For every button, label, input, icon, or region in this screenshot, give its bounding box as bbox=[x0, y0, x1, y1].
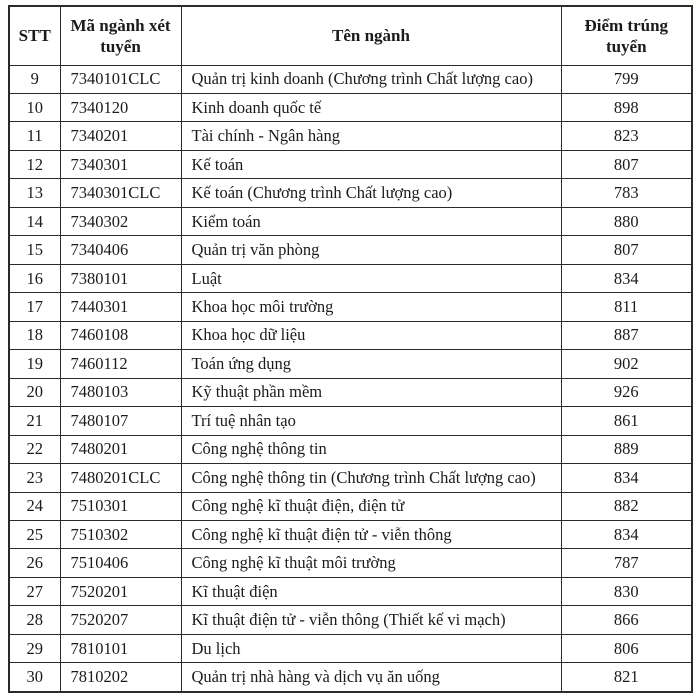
cell-name: Kế toán (Chương trình Chất lượng cao) bbox=[181, 179, 561, 207]
cell-score: 866 bbox=[561, 606, 692, 634]
cell-score: 806 bbox=[561, 634, 692, 662]
cell-name: Khoa học môi trường bbox=[181, 293, 561, 321]
cell-stt: 12 bbox=[9, 150, 60, 178]
cell-score: 807 bbox=[561, 236, 692, 264]
table-row bbox=[9, 521, 692, 549]
cell-score: 807 bbox=[561, 150, 692, 178]
cell-stt: 22 bbox=[9, 435, 60, 463]
cell-name: Khoa học dữ liệu bbox=[181, 321, 561, 349]
cell-score: 834 bbox=[561, 464, 692, 492]
table-row bbox=[9, 65, 692, 93]
cell-name: Luật bbox=[181, 264, 561, 292]
cell-stt: 30 bbox=[9, 663, 60, 692]
table-row bbox=[9, 634, 692, 662]
table-row bbox=[9, 606, 692, 634]
cell-name: Kĩ thuật điện bbox=[181, 577, 561, 605]
cell-name: Kế toán bbox=[181, 150, 561, 178]
cell-code: 7460112 bbox=[60, 350, 181, 378]
cell-code: 7510301 bbox=[60, 492, 181, 520]
cell-code: 7480201CLC bbox=[60, 464, 181, 492]
col-header-name: Tên ngành bbox=[181, 6, 561, 65]
table-row bbox=[9, 350, 692, 378]
cell-stt: 17 bbox=[9, 293, 60, 321]
cell-code: 7510302 bbox=[60, 521, 181, 549]
table-row bbox=[9, 122, 692, 150]
cell-code: 7810202 bbox=[60, 663, 181, 692]
cell-name: Công nghệ kĩ thuật điện tử - viễn thông bbox=[181, 521, 561, 549]
cell-name: Quản trị kinh doanh (Chương trình Chất lượng cao) bbox=[181, 65, 561, 93]
table-row bbox=[9, 492, 692, 520]
cell-stt: 20 bbox=[9, 378, 60, 406]
cell-stt: 16 bbox=[9, 264, 60, 292]
cell-score: 799 bbox=[561, 65, 692, 93]
cell-stt: 14 bbox=[9, 207, 60, 235]
col-header-code: Mã ngành xét tuyển bbox=[60, 6, 181, 65]
cell-score: 887 bbox=[561, 321, 692, 349]
cell-code: 7440301 bbox=[60, 293, 181, 321]
cell-score: 926 bbox=[561, 378, 692, 406]
cell-name: Quản trị văn phòng bbox=[181, 236, 561, 264]
cell-code: 7480103 bbox=[60, 378, 181, 406]
cell-code: 7480107 bbox=[60, 407, 181, 435]
table-row bbox=[9, 236, 692, 264]
cell-stt: 26 bbox=[9, 549, 60, 577]
col-header-score: Điểm trúng tuyển bbox=[561, 6, 692, 65]
cell-code: 7520201 bbox=[60, 577, 181, 605]
table-row bbox=[9, 293, 692, 321]
cell-name: Công nghệ thông tin bbox=[181, 435, 561, 463]
cell-code: 7460108 bbox=[60, 321, 181, 349]
cell-stt: 24 bbox=[9, 492, 60, 520]
cell-name: Kĩ thuật điện tử - viễn thông (Thiết kế vi mạch) bbox=[181, 606, 561, 634]
cell-score: 834 bbox=[561, 521, 692, 549]
cell-stt: 23 bbox=[9, 464, 60, 492]
cell-stt: 15 bbox=[9, 236, 60, 264]
cell-score: 861 bbox=[561, 407, 692, 435]
cell-code: 7340120 bbox=[60, 93, 181, 121]
table-row bbox=[9, 150, 692, 178]
table-row bbox=[9, 464, 692, 492]
cell-code: 7340406 bbox=[60, 236, 181, 264]
cell-stt: 9 bbox=[9, 65, 60, 93]
cell-name: Công nghệ kĩ thuật môi trường bbox=[181, 549, 561, 577]
cell-stt: 18 bbox=[9, 321, 60, 349]
admission-scores-table bbox=[8, 5, 693, 693]
table-row bbox=[9, 207, 692, 235]
cell-name: Kiểm toán bbox=[181, 207, 561, 235]
cell-code: 7340301 bbox=[60, 150, 181, 178]
cell-score: 834 bbox=[561, 264, 692, 292]
cell-code: 7340201 bbox=[60, 122, 181, 150]
cell-score: 787 bbox=[561, 549, 692, 577]
cell-name: Trí tuệ nhân tạo bbox=[181, 407, 561, 435]
table-row bbox=[9, 321, 692, 349]
cell-code: 7380101 bbox=[60, 264, 181, 292]
cell-name: Kỹ thuật phần mềm bbox=[181, 378, 561, 406]
cell-score: 823 bbox=[561, 122, 692, 150]
col-header-stt: STT bbox=[9, 6, 60, 65]
cell-name: Công nghệ thông tin (Chương trình Chất lượng cao) bbox=[181, 464, 561, 492]
cell-code: 7510406 bbox=[60, 549, 181, 577]
table-row bbox=[9, 577, 692, 605]
cell-score: 902 bbox=[561, 350, 692, 378]
table-row bbox=[9, 93, 692, 121]
cell-code: 7480201 bbox=[60, 435, 181, 463]
cell-stt: 25 bbox=[9, 521, 60, 549]
cell-score: 882 bbox=[561, 492, 692, 520]
cell-name: Toán ứng dụng bbox=[181, 350, 561, 378]
table-row bbox=[9, 179, 692, 207]
cell-name: Du lịch bbox=[181, 634, 561, 662]
cell-score: 830 bbox=[561, 577, 692, 605]
cell-score: 811 bbox=[561, 293, 692, 321]
cell-score: 880 bbox=[561, 207, 692, 235]
table-row bbox=[9, 663, 692, 692]
table-row bbox=[9, 407, 692, 435]
header-row bbox=[9, 6, 692, 65]
table-row bbox=[9, 435, 692, 463]
cell-name: Tài chính - Ngân hàng bbox=[181, 122, 561, 150]
cell-stt: 28 bbox=[9, 606, 60, 634]
table-row bbox=[9, 549, 692, 577]
cell-code: 7340302 bbox=[60, 207, 181, 235]
table-row bbox=[9, 378, 692, 406]
cell-name: Công nghệ kĩ thuật điện, điện tử bbox=[181, 492, 561, 520]
cell-score: 821 bbox=[561, 663, 692, 692]
cell-stt: 10 bbox=[9, 93, 60, 121]
cell-name: Kinh doanh quốc tế bbox=[181, 93, 561, 121]
cell-stt: 21 bbox=[9, 407, 60, 435]
cell-stt: 29 bbox=[9, 634, 60, 662]
cell-stt: 13 bbox=[9, 179, 60, 207]
cell-score: 898 bbox=[561, 93, 692, 121]
cell-stt: 27 bbox=[9, 577, 60, 605]
cell-stt: 19 bbox=[9, 350, 60, 378]
cell-code: 7340301CLC bbox=[60, 179, 181, 207]
cell-score: 783 bbox=[561, 179, 692, 207]
cell-code: 7810101 bbox=[60, 634, 181, 662]
table-header bbox=[9, 6, 692, 65]
table-body bbox=[9, 65, 692, 692]
table-row bbox=[9, 264, 692, 292]
cell-stt: 11 bbox=[9, 122, 60, 150]
cell-name: Quản trị nhà hàng và dịch vụ ăn uống bbox=[181, 663, 561, 692]
cell-code: 7520207 bbox=[60, 606, 181, 634]
cell-code: 7340101CLC bbox=[60, 65, 181, 93]
cell-score: 889 bbox=[561, 435, 692, 463]
